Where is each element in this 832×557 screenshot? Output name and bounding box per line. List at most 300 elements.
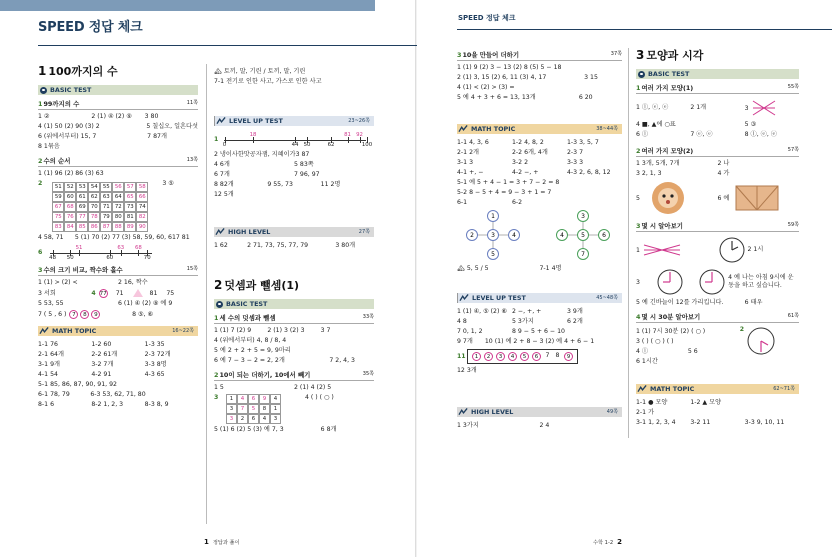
grid-cell: 75 [52,212,64,222]
answer-row: 🏔 토끼, 말, 기린 / 토끼, 말, 기린 [214,68,306,76]
number-diagram [226,394,281,424]
answer-cell: 3-3 8명 [144,361,167,369]
answer-row [457,308,622,316]
answer-cell: 6 20 [578,94,593,102]
answer-row [636,419,799,427]
answer-cell: 3-2 2 [512,159,529,167]
gear-icon [216,301,223,308]
diagram-cell: 1 [270,404,281,414]
diagram-cell: 9 [259,394,270,404]
answer-row [38,391,198,399]
grid-cell: 62 [88,192,100,202]
answer-row [38,371,198,379]
diagram-cell: 8 [259,404,270,414]
running-title-rule [457,29,832,30]
answer-cell: 2 (1) 3, 15 (2) 6, 11 (3) 4, 17 [457,74,547,82]
answer-cell: 2 (1) ④ (2) ⑨ [91,113,132,121]
section-4-answers: 1 (1) 7시 30분 (2) ( ○ ) 3 ( ) ( ○ ) ( ) 4 ⓛ 5 6 6 1시간 2 [636,326,799,368]
section-heading: 3수의 크기 비교, 짝수와 홀수 15쪽 [38,266,198,274]
folded-paper-picture [735,185,779,211]
sequence-number: 4 [508,352,517,361]
grid-cell: 66 [136,192,148,202]
cross-node-label: 3 [491,232,495,239]
sequence-number: 1 [472,352,481,361]
answer-cell: 2-3 72개 [144,351,171,359]
answer-row: 1 3가지 2 4 [457,422,550,430]
cross-node-label: 4 [560,232,564,239]
answer-cell: 2-1 2개 [457,149,479,157]
answers-block [457,139,622,207]
grid-cell: 64 [112,192,124,202]
answer-cell: 3 15 [584,74,598,82]
cross-node-label: 2 [470,232,474,239]
unit-3-title: 3 모양과 시각 [636,48,704,62]
cross-diagrams [465,209,622,261]
grid-cell: 57 [124,182,136,192]
section-heading: 2여러 가지 모양(2) 57쪽 [636,147,799,155]
answer-cell: 4 8 [457,318,467,326]
answer-cell: 6-3 53, 62, 71, 80 [90,391,146,399]
grid-cell: 63 [100,192,112,202]
grid-cell: 88 [112,222,124,232]
answer-cell: 2-1 64개 [38,351,64,359]
answer-cell: 1-1 76 [38,341,58,349]
grid-cell: 54 [88,182,100,192]
sequence-number: 7 [545,352,550,359]
answer-cell: 8 82개 [214,181,234,189]
section-heading: 4몇 시 30분 알아보기 61쪽 [636,313,799,321]
diagram-cell: 3 [226,414,237,424]
cross-node-label: 1 [491,213,495,220]
column-2 [214,66,374,436]
answer-cell: 1-2 ▲ 모양 [690,399,722,407]
circled-value: 7 [69,310,78,319]
clock-icon [656,268,684,296]
diagram-cell: 6 [248,394,259,404]
cross-node-label: 4 [512,232,516,239]
right-page [417,0,832,557]
number-line-axis [50,253,152,254]
zigzag-icon [216,228,225,236]
high-level-bar: HIGH LEVEL 27쪽 [214,227,374,237]
grid-cell: 60 [64,192,76,202]
answer-row: 3 4 예 나는 아침 9시에 운동을 하고 싶습니다. [636,267,799,297]
diagram-cell: 1 [226,394,237,404]
number-line [220,132,373,148]
answer-cell: 1-2 4, 8, 2 [512,139,544,147]
answer-cell: 6-2 [512,199,523,207]
answer-cell: 5 예 4 + 3 + 6 = 13, 13개 [457,94,536,102]
number-line-label: 63 [117,245,125,251]
number-line-label: 68 [134,245,142,251]
answer-cell: 3-3 9, 10, 11 [744,419,785,427]
answer-row [457,64,622,72]
grid-cell: 51 [52,182,64,192]
answer-row: 7-1 전기로 인한 사고, 가스로 인한 사고 [214,78,322,86]
answer-cell: 1 (1) 9 (2) 3 − 13 (2) 8 (5) 5 − 18 [457,64,562,72]
answer-cell: 3 7 [320,327,331,335]
answer-cell: 2-2 61개 [91,351,118,359]
grid-cell: 82 [136,212,148,222]
answer-cell: 3-1 3 [457,159,474,167]
answer-cell: 3-1 1, 2, 3, 4 [636,419,676,427]
level-up-bar: LEVEL UP TEST 45~48쪽 [457,293,622,303]
zigzag-icon [459,125,468,133]
answer-cell: 6 7개 [214,171,230,179]
number-line-label: 51 [75,245,83,251]
answer-row [214,161,374,169]
cross-diagram-1 [465,209,521,261]
footer-right: 수학 1-2 2 [593,538,623,547]
answer-row: 5 6 예 [636,180,799,216]
answer-cell: 3-3 3 [567,159,584,167]
zigzag-icon [638,385,647,393]
answer-row [457,338,622,346]
unit-1-title: 1 100까지의 수 [38,64,118,78]
answer-row: 1 (1) > (2) < 2 16, 짝수 [38,279,148,287]
grid-cell: 87 [100,222,112,232]
answer-row: 3 서희 4 77 71 81 75 [38,289,175,297]
grid-cell: 58 [136,182,148,192]
grid-cell: 84 [64,222,76,232]
grid-cell: 90 [136,222,148,232]
answer-cell: 1 ② [38,113,50,121]
answer-cell: 6 (위에서부터) 15, 7 [38,133,97,141]
grid-answer: 2 51 52 53 54 55 56 57 58 59 60 61 62 63 64 65 66 67 68 69 70 71 72 73 74 75 76 77 78 79 80 81 82 83 84 85 86 87 88 89 90 3 ⑤ [38,180,198,232]
number-line-label: 48 [49,255,57,261]
top-color-bar [0,0,375,11]
number-line-label: 18 [249,132,257,138]
sequence-number: 3 [496,352,505,361]
answers-block [214,151,374,199]
column-3 [457,48,622,432]
grid-cell: 71 [100,202,112,212]
triangle-mark [133,289,143,297]
title-rule [38,45,417,46]
answer-cell: 6 2개 [567,318,583,326]
answer-row: 1 5 2 (1) 4 (2) 5 [214,384,332,392]
grid-cell: 72 [112,202,124,212]
grid-cell: 85 [76,222,88,232]
answer-row [38,113,198,121]
matching-lines-diagram [751,99,777,117]
lion-face-picture [650,180,686,216]
answer-row: 5 53, 55 6 (1) ④ (2) ⑧ 예 9 [38,300,173,308]
column-4 [636,48,799,429]
answer-row [214,357,374,365]
answer-cell: 3 87 [295,151,310,159]
answer-cell: 5-2 8 − 5 + 4 = 9 − 3 + 1 = 7 [457,189,552,197]
answer-cell: 7 96, 97 [294,171,320,179]
answer-cell: 12 5개 [214,191,234,199]
answer-row [38,123,198,131]
answer-cell: 5 예 2 + 2 + 5 = 9, 9마리 [214,347,291,355]
answer-cell: 8-2 1, 2, 3 [91,401,124,409]
grid-cell: 86 [88,222,100,232]
zigzag-icon [217,117,226,125]
clock-icon [746,326,776,356]
grid-cell: 79 [100,212,112,222]
grid-cell: 69 [76,202,88,212]
basic-test-bar: BASIC TEST [214,299,374,309]
cross-node-label: 7 [581,251,585,258]
number-line-answer: 1 0 18 44 50 62 81 92 100 [214,132,373,148]
grid-cell: 70 [88,202,100,212]
diagram-cell: 2 [237,414,248,424]
grid-cell: 52 [64,182,76,192]
answers-block [38,341,198,409]
sequence-number: 9 [564,352,573,361]
grid-cell: 53 [76,182,88,192]
answer-cell: 3 80 [144,113,159,121]
answer-cell: 1-1 4, 3, 6 [457,139,489,147]
answer-cell: 5-1 예 5 + 4 − 1 = 3 + 7 − 2 = 8 [457,179,560,187]
grid-cell: 74 [136,202,148,212]
answer-row [457,74,622,82]
answer-row: 3 2, 1, 3 4 가 [636,170,730,178]
unit-2-title: 2 덧셈과 뺄셈(1) [214,278,300,292]
answer-row [457,328,622,336]
answer-row: 1 (1) 7시 30분 (2) ( ○ ) [636,328,706,336]
zigzag-icon [460,294,469,302]
answer-row [214,327,374,335]
number-line-label: 50 [66,255,74,261]
answer-cell: 8 9 − 5 + 6 − 10 [512,328,565,336]
level-up-bar: LEVEL UP TEST 23~26쪽 [214,116,374,126]
answer-cell: 7 0, 1, 2 [457,328,483,336]
number-line [46,246,156,260]
column-1 [38,64,198,411]
answer-row: 6 1시간 [636,358,658,366]
grid-cell: 68 [64,202,76,212]
sequence-number: 2 [484,352,493,361]
answer-row [457,169,622,177]
grid-cell: 67 [52,202,64,212]
number-sequence [467,349,578,364]
matching-lines-diagram [642,243,682,257]
number-line-label: 81 [344,132,351,138]
cross-node-label: 6 [602,232,606,239]
answer-row [457,139,622,147]
answer-row: 1 (1) 96 (2) 86 (3) 63 [38,170,104,178]
math-topic-bar: MATH TOPIC 62~71쪽 [636,384,799,394]
number-line-label: 70 [143,255,151,261]
cross-node-label: 5 [581,232,585,239]
answer-row [457,159,622,167]
number-line-answer: 6 48 51 50 60 63 68 70 [38,244,198,262]
cross-node-label: 5 [491,251,495,258]
answer-cell: 1-2 60 [91,341,112,349]
answer-cell: 1-3 3, 5, 7 [567,139,599,147]
number-line-label: 92 [356,132,363,138]
running-title: SPEED 정답 체크 [458,14,516,22]
answer-cell: 6 예 7 − 3 − 2 = 2, 2개 [214,357,285,365]
number-line-label: 100 [361,142,373,148]
grid-cell: 65 [124,192,136,202]
answer-row [457,318,622,326]
footer-left: 1 정답과 풀이 [204,538,240,547]
answers-block [636,399,799,427]
answer-cell: 4 (1) 50 (2) 90 (3) 2 [38,123,100,131]
grid-cell: 81 [124,212,136,222]
basic-test-bar: BASIC TEST [38,85,198,95]
math-topic-bar: MATH TOPIC 38~44쪽 [457,124,622,134]
answer-row: 4 ■, ▲에 ○표 5 ③ [636,121,757,129]
answer-cell: 4-3 2, 6, 8, 12 [567,169,611,177]
answer-row [457,189,622,197]
section-heading: 210이 되는 더하기, 10에서 빼기 35쪽 [214,371,374,379]
answer-cell: 4-3 65 [144,371,165,379]
answer-cell: 4-2 −, + [512,169,539,177]
column-divider [206,64,207,524]
number-line-label: 44 [291,142,299,148]
answer-cell: 8-3 8, 9 [144,401,169,409]
answer-row [457,199,622,207]
answer-cell: 1 (1) ④, ⑤ (2) ⑥ [457,308,507,316]
basic-test-bar: BASIC TEST [636,69,799,79]
diagram-cell: 4 [259,414,270,424]
answer-cell: 11 2명 [320,181,341,189]
gear-icon [638,71,645,78]
answer-cell: 10 (1) 예 2 + 8 − 3 (2) 예 4 + 6 − 1 [484,338,595,346]
answer-cell: 9 55, 73 [267,181,293,189]
answer-row: 3 ( ) ( ○ ) ( ) [636,338,674,346]
answer-row [38,351,198,359]
section-heading: 2수의 순서 13쪽 [38,157,198,165]
diagram-cell: 7 [237,404,248,414]
answer-cell: 4-1 54 [38,371,58,379]
answer-row [38,401,198,409]
answer-row: 5 (1) 6 (2) 5 (3) 예 7, 3 6 8개 [214,426,337,434]
diagram-answer: 3 1 4 6 9 4 3 7 5 8 1 3 2 6 4 3 4 ( ) ( ○ ) [214,394,374,424]
grid-cell: 77 [76,212,88,222]
sequence-answer: 11 1 2 3 4 5 6 7 8 9 [457,349,622,364]
answer-row [214,347,374,355]
circled-value: 9 [91,310,100,319]
grid-cell: 55 [100,182,112,192]
grid-cell: 78 [88,212,100,222]
answer-row: 🏔 5, 5 / 5 7-1 4명 [457,265,562,273]
answer-cell: 9 7개 [457,338,473,346]
answer-row [457,94,622,102]
gear-icon [40,87,47,94]
grid-cell: 89 [124,222,136,232]
diagram-cell: 4 [237,394,248,404]
circled-value: 77 [99,291,107,297]
number-line-label: 0 [222,142,227,148]
grid-cell: 59 [52,192,64,202]
sequence-number: 5 [520,352,529,361]
grid-cell: 76 [64,212,76,222]
sequence-number: 6 [532,352,541,361]
answer-row [457,149,622,157]
answer-row: 1 2 1시 [636,235,799,265]
column-divider [628,48,629,438]
section-heading: 199까지의 수 11쪽 [38,100,198,108]
answer-cell: 2 냉이사한맛공자잼, 지혜이가 [214,151,296,159]
zigzag-icon [40,327,49,335]
answer-cell: 4 (1) < (2) > (3) = [457,84,515,92]
answer-row: 7 ( 5 , 6 ) 7 8 9 8 ⑤, ⑥ [38,310,154,318]
answer-row: 1 3개, 5개, 7개 2 나 [636,160,730,168]
number-line-label: 50 [303,142,311,148]
answer-cell: 2-3 7 [567,149,584,157]
answer-row [38,381,198,389]
answer-cell: 1 (1) 7 (2) 9 [214,327,252,335]
answer-row [38,361,198,369]
answer-cell: 8-1 6 [38,401,55,409]
answer-cell: 3-1 9개 [38,361,60,369]
answer-row [38,133,198,141]
answer-cell: 6-1 [457,199,468,207]
section-heading: 1여러 가지 모양(1) 55쪽 [636,84,799,92]
answer-row: 6 ⓛ 7 ⓔ, ⓔ 8 ⓛ, ⓔ, ⓔ [636,131,777,139]
cross-node-label: 3 [581,213,585,220]
answers-block [457,308,622,346]
answer-row [214,337,374,345]
answer-row [636,399,799,407]
answer-cell: 3 9개 [567,308,583,316]
answer-cell: 5 3가지 [512,318,534,326]
answer-row [214,151,374,159]
clock-icon [698,268,726,296]
answer-row: 4 ⓛ 5 6 [636,348,698,356]
answer-row: 4 58, 71 5 (1) 70 (2) 77 (3) 58, 59, 60, 61 7 81 [38,234,190,242]
diagram-cell: 6 [248,414,259,424]
grid-cell: 73 [124,202,136,212]
grid-cell: 61 [76,192,88,202]
answers-block [457,64,622,102]
answer-cell: 2-2 6개, 4개 [512,149,548,157]
answer-row: 5 예 긴바늘이 12를 가리킵니다. 6 태우 [636,299,763,307]
answer-cell: 4-2 91 [91,371,112,379]
answer-row [457,179,622,187]
answer-row [38,143,198,151]
cross-diagram-2 [555,209,611,261]
answer-row [214,191,374,199]
number-line-label: 62 [327,142,335,148]
answer-cell: 6-1 78, 79 [38,391,70,399]
diagram-cell: 5 [248,404,259,414]
answer-cell: 5 83쪽 [294,161,314,169]
answers-block [38,113,198,151]
diagram-cell: 3 [226,404,237,414]
answer-cell: 7 2, 4, 3 [329,357,355,365]
high-level-bar: HIGH LEVEL 49쪽 [457,407,622,417]
answers-block [214,327,374,365]
answer-row [636,409,799,417]
number-line-label: 60 [106,255,114,261]
answer-cell: 3-2 7개 [91,361,114,369]
answer-cell: 7 87개 [147,133,167,141]
answer-row: 1 62 2 71, 73, 75, 77, 79 3 80개 [214,242,356,250]
answer-cell: 3-2 11 [690,419,711,427]
answer-row: 12 3개 [457,367,477,375]
math-topic-bar: MATH TOPIC 16~22쪽 [38,326,198,336]
answer-row [214,171,374,179]
answer-cell: 1-1 ● 모양 [636,399,668,407]
diagram-cell: 4 [270,394,281,404]
page-title: SPEED 정답 체크 [38,20,143,35]
diagram-cell: 3 [270,414,281,424]
section-heading: 3몇 시 알아보기 59쪽 [636,222,799,230]
answer-row [214,181,374,189]
answer-cell: 2 −, +, + [512,308,542,316]
number-grid [52,182,148,232]
grid-cell: 83 [52,222,64,232]
answer-row: 1 ⓛ, ⓔ, ⓔ 2 1개 3 [636,97,799,119]
grid-cell: 80 [112,212,124,222]
